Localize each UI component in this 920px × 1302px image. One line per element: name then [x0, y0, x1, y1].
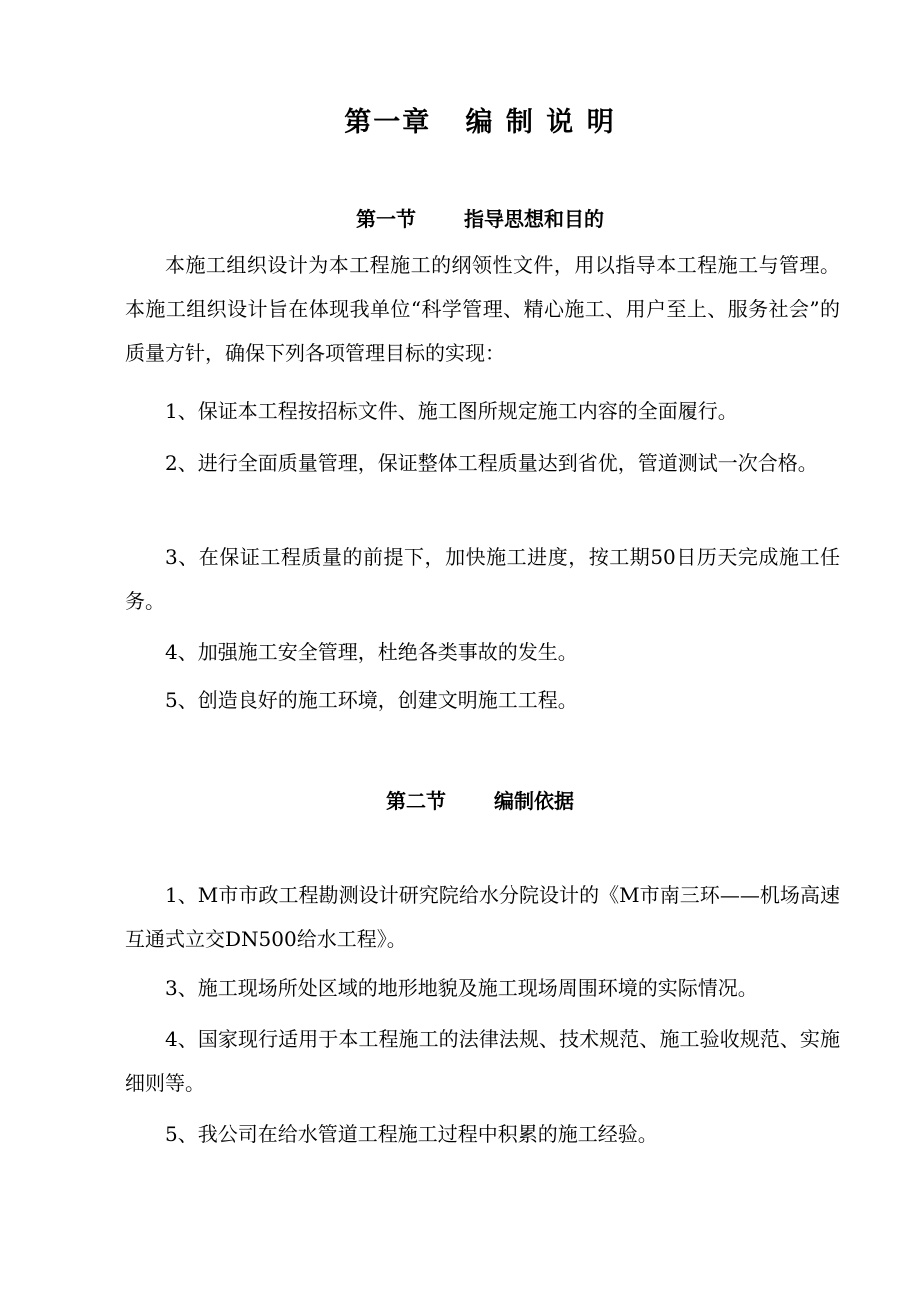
section-2-name: 编制依据: [494, 789, 574, 813]
section-1-heading: [0, 203, 920, 232]
section-1-item-4: 4、加强施工安全管理，杜绝各类事故的发生。: [165, 640, 578, 664]
section-1-item-5: 5、创造良好的施工环境，创建文明施工工程。: [165, 688, 578, 712]
section-2-number: 第二节: [386, 789, 446, 813]
section-1-item-3: 3、在保证工程质量的前提下，加快施工进度，按工期50日历天完成施工任务。: [125, 545, 840, 613]
section-1-name: 指导思想和目的: [464, 207, 604, 231]
section-1-item-1: 1、保证本工程按招标文件、施工图所规定施工内容的全面履行。: [165, 399, 738, 423]
section-1-number: 第一节: [356, 207, 416, 231]
section-2-item-3: 3、施工现场所处区域的地形地貌及施工现场周围环境的实际情况。: [165, 976, 758, 1000]
section-1-intro: 本施工组织设计为本工程施工的纲领性文件，用以指导本工程施工与管理。本施工组织设计旨在体现我单位“科学管理、精心施工、用户至上、服务社会”的质量方针，确保下列各项管理目标的实现：: [125, 253, 840, 365]
section-2-item-5: 5、我公司在给水管道工程施工过程中积累的施工经验。: [165, 1122, 658, 1146]
chapter-title: 第一章 编 制 说 明: [344, 107, 616, 138]
section-1-item-2: 2、进行全面质量管理，保证整体工程质量达到省优，管道测试一次合格。: [165, 451, 818, 475]
section-2-item-4: 4、国家现行适用于本工程施工的法律法规、技术规范、施工验收规范、实施细则等。: [125, 1027, 840, 1095]
section-2-item-1: 1、M市市政工程勘测设计研究院给水分院设计的《M市南三环——机场高速互通式立交DN500给水工程》。: [125, 883, 840, 951]
section-2-heading: [0, 785, 920, 814]
